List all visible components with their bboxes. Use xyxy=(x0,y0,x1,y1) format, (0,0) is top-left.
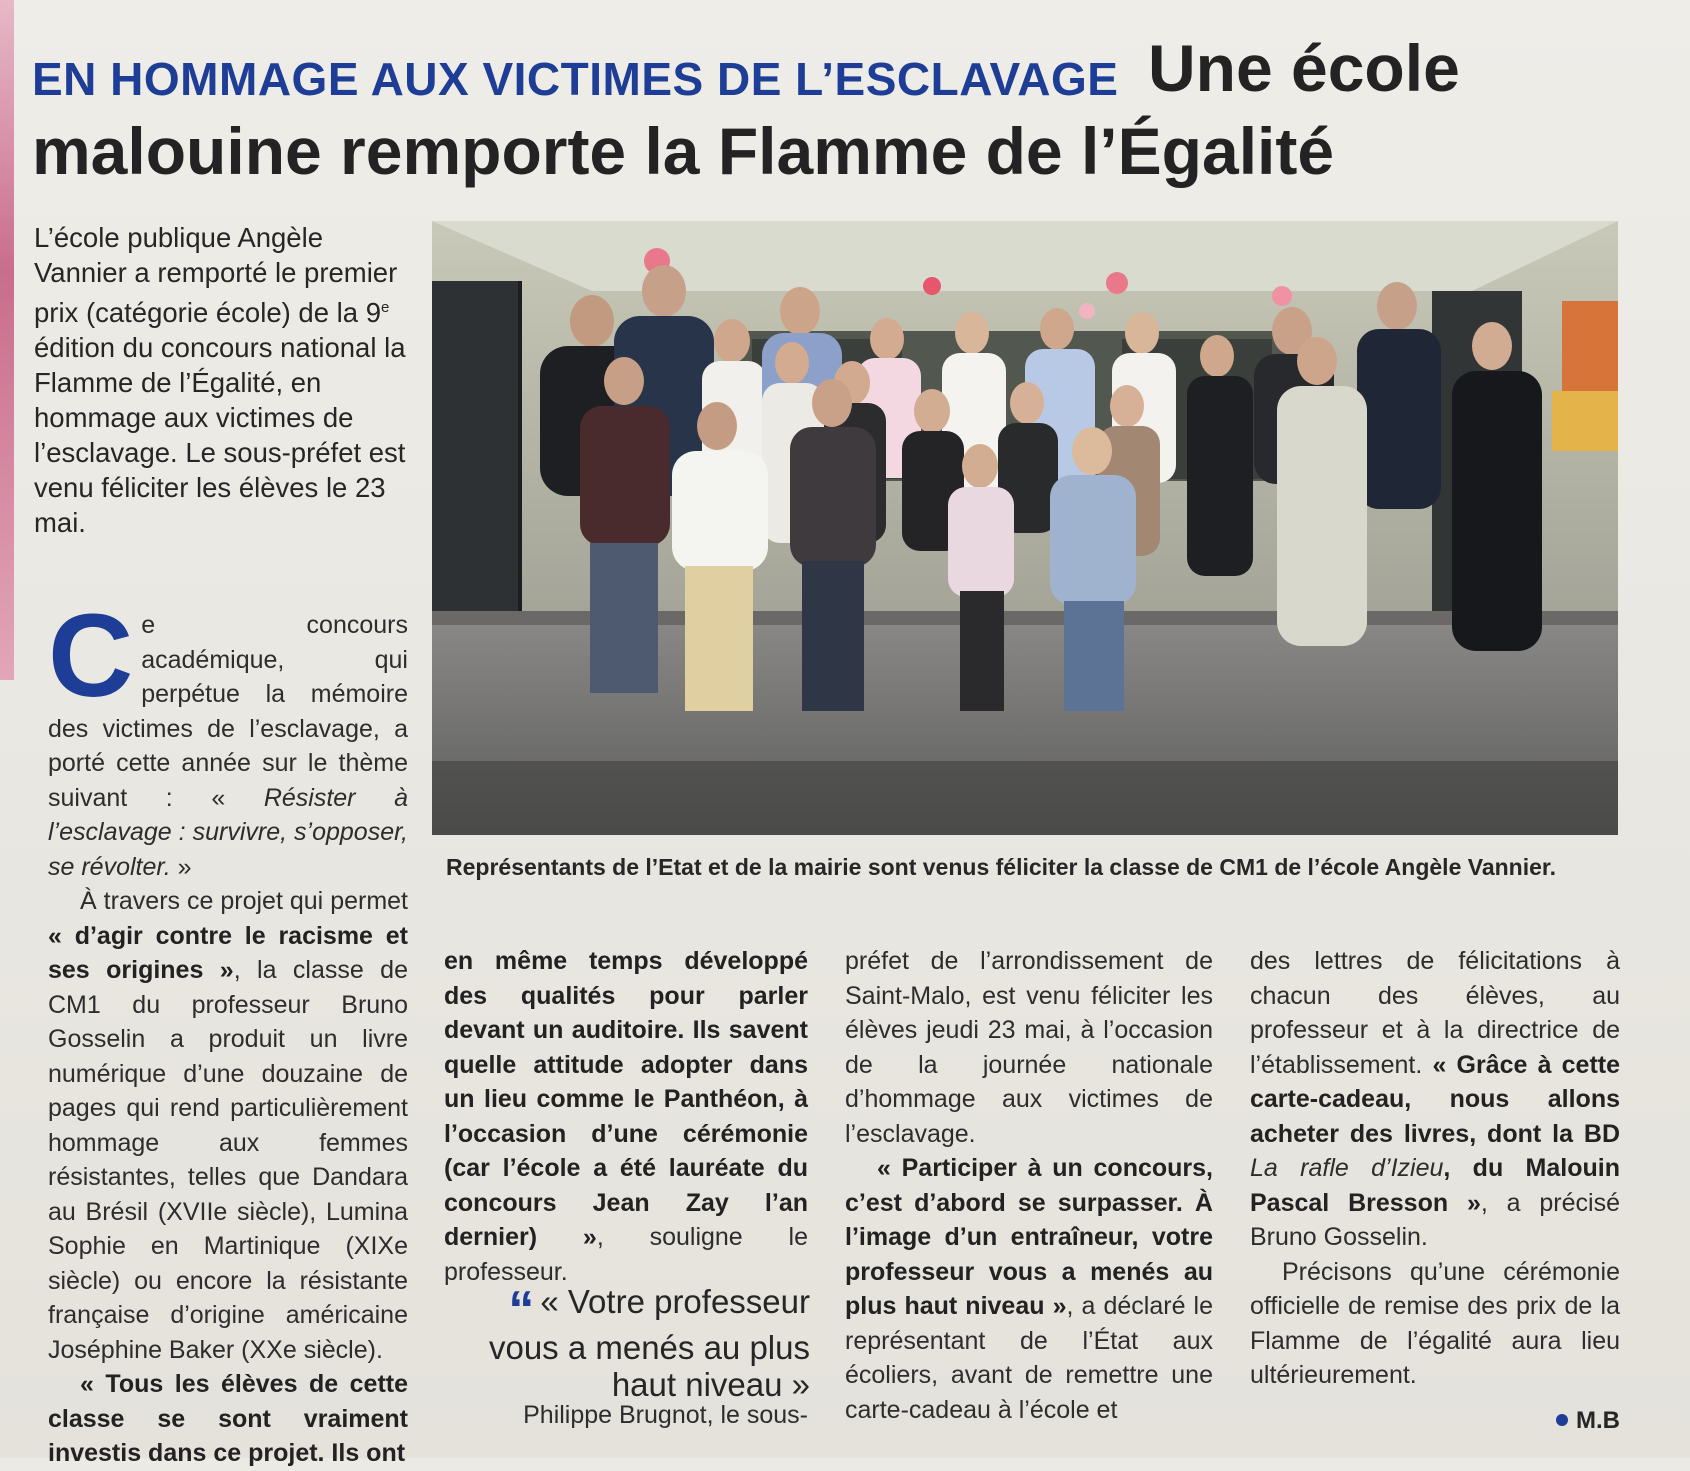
quote-mark-icon: “ xyxy=(508,1281,535,1339)
col1-p2-text-end: , la classe de CM1 du professeur Bruno Gosselin a produit un livre numérique d’une douzaine de pages qui rend particulièrement hommage aux femmes résistantes, telles que Dandara au Brésil (XVIIe siècle), Lumina Sophie en Martinique (XIXe siècle) ou encore la résistante française d’origine américaine Joséphine Baker (XXe siècle). xyxy=(48,956,408,1364)
article-photo xyxy=(432,221,1618,835)
group-photo-illustration xyxy=(432,221,1618,835)
headline-line-1: Une école xyxy=(1148,31,1460,105)
col2-bold-quote: en même temps développé des qualités pour parler devant un auditoire. Ils savent quelle attitude adopter dans un lieu comme le Panthéon, à l’occasion d’une cérémonie (car l’école a été lauréate du concours Jean Zay l’an dernier) » xyxy=(444,947,808,1251)
lead-text-1: L’école publique Angèle Vannier a remporté le premier prix (catégorie école) de la 9 xyxy=(34,222,398,329)
col2-after-quote-text: Philippe Brugnot, le sous- xyxy=(523,1401,808,1429)
lead-superscript: e xyxy=(381,299,390,316)
col1-text: e concours académique, qui perpétue la mémoire des victimes de l’esclavage, a porté cette année sur le thème suivant : « xyxy=(48,611,408,812)
pull-quote-text: « Votre professeur vous a menés au plus haut niveau » xyxy=(488,1283,810,1403)
col4-p2: Précisons qu’une cérémonie officielle de remise des prix de la Flamme de l’égalité aura lieu ultérieurement. xyxy=(1250,1257,1620,1389)
signature-text: M.B xyxy=(1576,1407,1620,1434)
col1-p2-text: À travers ce projet qui permet xyxy=(80,887,408,915)
author-signature xyxy=(1556,1407,1620,1435)
col3-p1: préfet de l’arrondissement de Saint-Malo, est venu féliciter les élèves jeudi 23 mai, à l’occasion de la journée nationale d’hommage aux victimes de l’esclavage. xyxy=(845,947,1213,1148)
drop-cap: C xyxy=(48,590,134,722)
col1-p2-bold: « d’agir contre le racisme et ses origines » xyxy=(48,921,408,984)
article-lead xyxy=(34,220,414,540)
lead-text-2: édition du concours national la Flamme de l’Égalité, en hommage aux victimes de l’esclavage. Le sous-préfet est venu féliciter les élèves le 23 mai. xyxy=(34,332,406,539)
col1-text-end: » xyxy=(170,852,192,881)
col4-bold-1: « Grâce à cette carte-cadeau, nous allons acheter des livres, dont la BD xyxy=(1250,1050,1620,1148)
photo-caption: Représentants de l’Etat et de la mairie sont venus féliciter la classe de CM1 de l’école Angèle Vannier. xyxy=(446,854,1556,880)
col4-text-end: , a précisé Bruno Gosselin. xyxy=(1250,1188,1620,1251)
col1-p3-bold: « Tous les élèves de cette classe se sont vraiment investis dans ce projet. Ils ont xyxy=(48,1370,408,1467)
article-column-3 xyxy=(845,944,1213,1427)
col3-p2-bold: « Participer à un concours, c’est d’abord se surpasser. À l’image d’un entraîneur, votre professeur vous a menés au plus haut niveau » xyxy=(845,1154,1213,1320)
bullet-dot-icon xyxy=(1556,1414,1568,1426)
adjacent-article-color-edge xyxy=(0,0,14,680)
col1-theme-italic: Résister à l’esclavage : survivre, s’opposer, se révolter. xyxy=(48,783,408,881)
col4-text: des lettres de félicitations à chacun des élèves, au professeur et à la directrice de l’établissement. xyxy=(1250,947,1620,1079)
col2-after-quote xyxy=(474,1398,808,1433)
article-column-4 xyxy=(1250,944,1620,1393)
col4-book-title: La rafle d’Izieu xyxy=(1250,1154,1444,1182)
col2-text-end: , souligne le professeur. xyxy=(444,1223,808,1286)
headline-line-2: malouine remporte la Flamme de l’Égalité xyxy=(32,114,1335,188)
col3-p2-text-end: , a déclaré le représentant de l’État aux écoliers, avant de remettre une carte-cadeau à l’école et xyxy=(845,1292,1213,1424)
pull-quote xyxy=(450,1283,810,1403)
article-kicker: EN HOMMAGE AUX VICTIMES DE L’ESCLAVAGE xyxy=(32,53,1119,105)
article-column-1 xyxy=(48,590,408,1471)
article-column-2 xyxy=(444,944,808,1289)
col4-bold-2: , du Malouin Pascal Bresson » xyxy=(1250,1154,1620,1217)
